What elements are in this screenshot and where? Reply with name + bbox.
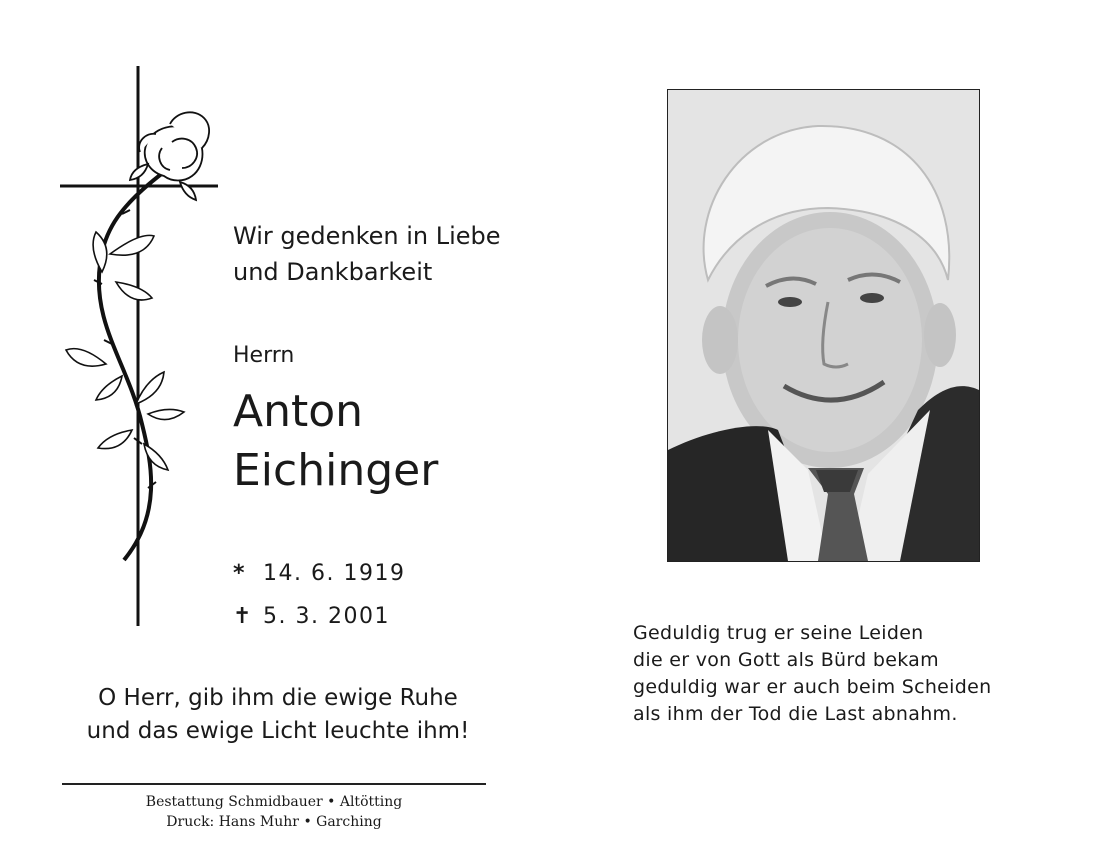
- memorial-verse: [633, 620, 991, 728]
- salutation: Herrn: [233, 343, 295, 368]
- verse-line-1: Geduldig trug er seine Leiden: [633, 622, 924, 644]
- death-cross-icon: ✝: [233, 604, 253, 629]
- rose-leaves: [66, 232, 184, 470]
- memorial-intro-text: [233, 218, 501, 290]
- birth-date-line: [233, 561, 405, 586]
- first-name: Anton: [233, 386, 364, 437]
- imprint-line-2: Druck: Hans Muhr • Garching: [166, 814, 382, 830]
- verse-line-2: die er von Gott als Bürd bekam: [633, 649, 939, 671]
- rose-stem: [99, 172, 164, 560]
- imprint: [62, 792, 486, 832]
- death-date: 5. 3. 2001: [263, 604, 390, 629]
- prayer-text: [60, 682, 496, 748]
- death-date-line: [233, 604, 390, 629]
- intro-line-1: Wir gedenken in Liebe: [233, 222, 501, 250]
- portrait-photo: [667, 89, 980, 562]
- prayer-line-1: O Herr, gib ihm die ewige Ruhe: [98, 685, 458, 711]
- imprint-line-1: Bestattung Schmidbauer • Altötting: [145, 794, 403, 810]
- footer-divider: [62, 783, 486, 785]
- cross-with-rose-illustration: [52, 64, 232, 634]
- birth-date: 14. 6. 1919: [263, 561, 406, 586]
- intro-line-2: und Dankbarkeit: [233, 258, 433, 286]
- birth-symbol: *: [233, 561, 247, 586]
- prayer-line-2: und das ewige Licht leuchte ihm!: [86, 718, 470, 744]
- portrait-illustration: [668, 90, 979, 561]
- verse-line-4: als ihm der Tod die Last abnahm.: [633, 703, 958, 725]
- last-name: Eichinger: [233, 445, 439, 496]
- verse-line-3: geduldig war er auch beim Scheiden: [633, 676, 992, 698]
